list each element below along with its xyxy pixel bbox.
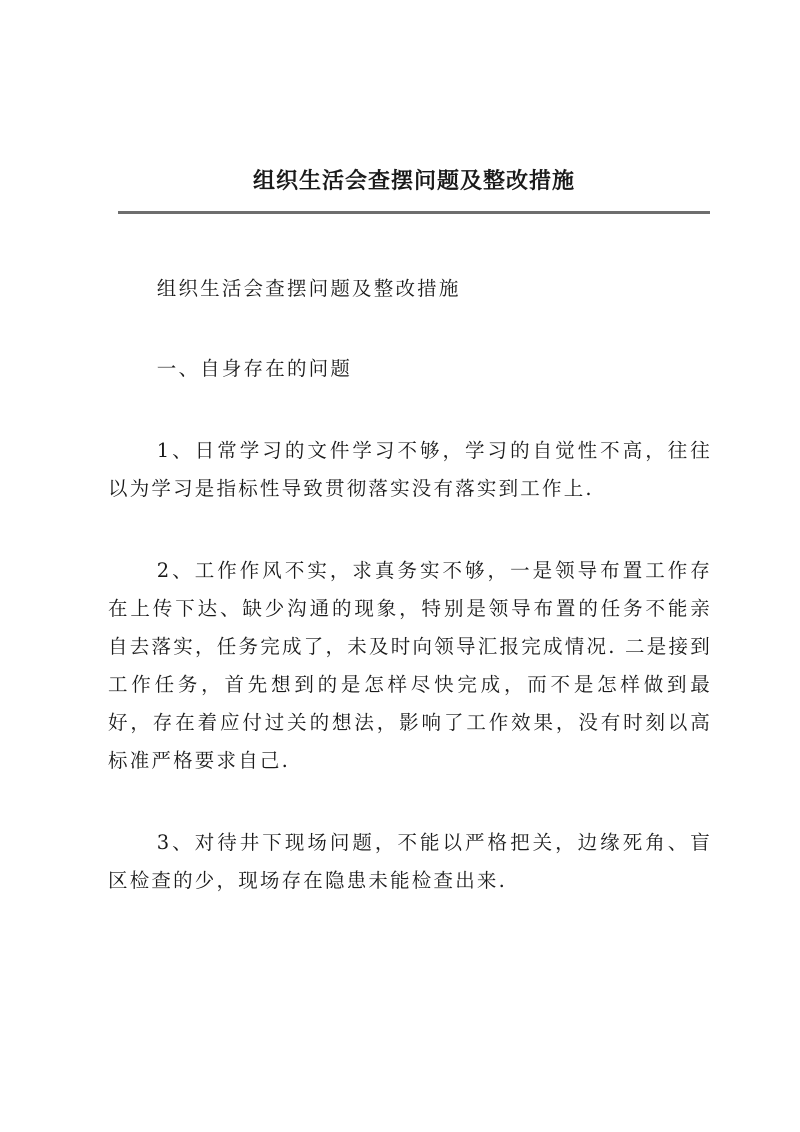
problem-item-3: 3、对待井下现场问题，不能以严格把关，边缘死角、盲区检查的少，现场存在隐患未能检查出来. xyxy=(108,831,712,892)
document-title: 组织生活会查摆问题及整改措施 xyxy=(252,168,575,194)
body-heading: 组织生活会查摆问题及整改措施 xyxy=(156,277,461,300)
title-divider xyxy=(118,211,710,214)
problem-item-1: 1、日常学习的文件学习不够，学习的自觉性不高，往往以为学习是指标性导致贯彻落实没有落实到工作上. xyxy=(108,439,712,500)
section-heading: 一、自身存在的问题 xyxy=(156,357,353,380)
problem-item-2: 2、工作作风不实，求真务实不够，一是领导布置工作存在上传下达、缺少沟通的现象，特别是领导布置的任务不能亲自去落实，任务完成了，未及时向领导汇报完成情况. 二是接到工作任务，首先想到的是怎样尽快完成，而不是怎样做到最好，存在着应付过关的想法，影响了工作效果，没有时刻以高标准严格要求自己. xyxy=(108,559,712,772)
document-body xyxy=(108,270,712,944)
